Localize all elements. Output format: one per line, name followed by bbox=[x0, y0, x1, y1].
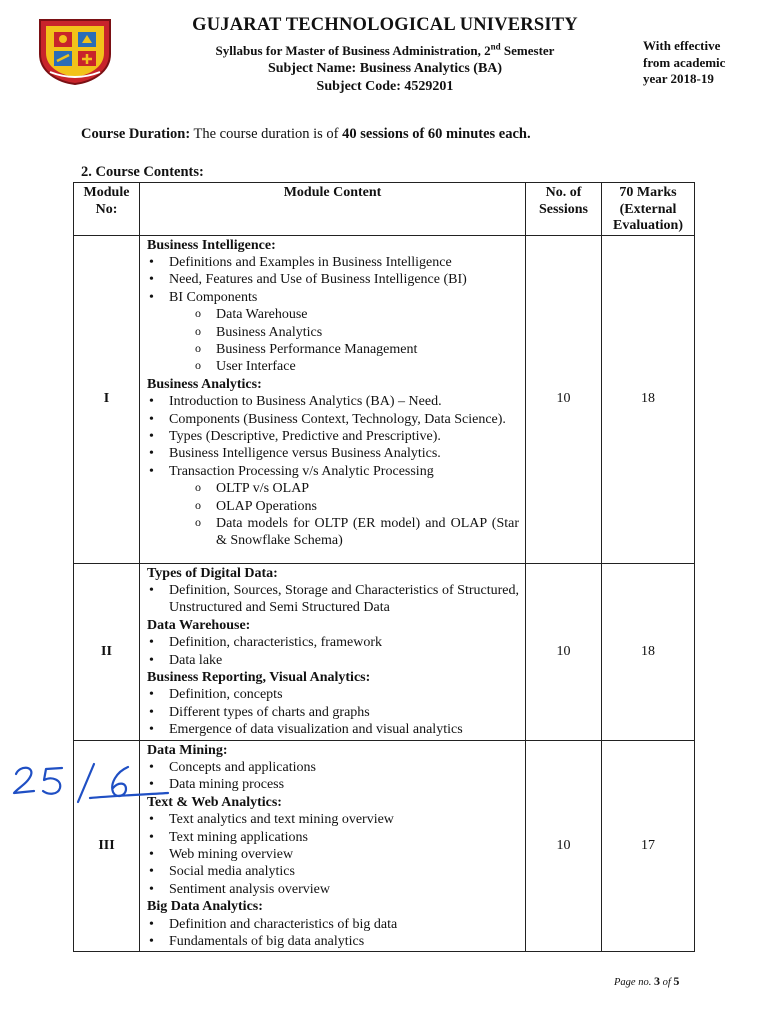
syllabus-line: Syllabus for Master of Business Administration, 2nd Semester bbox=[215, 41, 555, 58]
session-count: 10 bbox=[526, 740, 602, 952]
table-header-row bbox=[74, 183, 695, 236]
list-item: • Data mining process bbox=[147, 776, 519, 793]
page-number: Page no. 3 of 5 bbox=[614, 974, 680, 988]
header-sessions: No. of Sessions bbox=[526, 183, 602, 236]
list-item: • Definition, concepts bbox=[147, 686, 519, 703]
list-item: • Introduction to Business Analytics (BA) – Need. bbox=[147, 393, 519, 410]
list-item: • Types (Descriptive, Predictive and Prescriptive). bbox=[147, 428, 519, 445]
sub-list-item: o User Interface bbox=[147, 358, 519, 375]
list-item: • Web mining overview bbox=[147, 846, 519, 863]
section-heading: Business Analytics: bbox=[147, 376, 262, 392]
sub-list-item: o Data Warehouse bbox=[147, 306, 519, 323]
list-item: • Emergence of data visualization and visual analytics bbox=[147, 721, 519, 738]
section-heading: Business Reporting, Visual Analytics: bbox=[147, 669, 371, 685]
university-name: GUJARAT TECHNOLOGICAL UNIVERSITY bbox=[192, 15, 578, 35]
section-heading: Data Warehouse: bbox=[147, 617, 251, 633]
module-content bbox=[140, 740, 526, 952]
list-item: • Text mining applications bbox=[147, 829, 519, 846]
marks-value: 18 bbox=[602, 563, 695, 740]
section-heading: Data Mining: bbox=[147, 742, 228, 758]
sub-list-item: o Business Analytics bbox=[147, 324, 519, 341]
table-row-module-2 bbox=[74, 563, 695, 740]
module-number: II bbox=[74, 563, 140, 740]
section-heading: Types of Digital Data: bbox=[147, 565, 278, 581]
list-item: • Components (Business Context, Technology, Data Science). bbox=[147, 411, 519, 428]
marks-value: 18 bbox=[602, 235, 695, 563]
list-item: • Data lake bbox=[147, 652, 519, 669]
header-marks: 70 Marks (External Evaluation) bbox=[602, 183, 695, 236]
session-count: 10 bbox=[526, 563, 602, 740]
section-heading: Text & Web Analytics: bbox=[147, 794, 282, 810]
list-item: • Concepts and applications bbox=[147, 759, 519, 776]
effective-note: With effective from academic year 2018-19 bbox=[643, 38, 726, 86]
sub-list-item: o OLTP v/s OLAP bbox=[147, 480, 519, 497]
list-item: • Text analytics and text mining overview bbox=[147, 811, 519, 828]
list-item: • Social media analytics bbox=[147, 863, 519, 880]
module-content bbox=[140, 563, 526, 740]
table-row-module-1 bbox=[74, 235, 695, 563]
list-item: • Transaction Processing v/s Analytic Processing bbox=[147, 463, 519, 480]
list-item: • Definition, Sources, Storage and Characteristics of Structured, Unstructured and Semi Structured Data bbox=[147, 582, 519, 617]
module-number: III bbox=[74, 740, 140, 952]
header-module-no: Module No: bbox=[74, 183, 140, 236]
course-contents-heading: 2. Course Contents: bbox=[81, 164, 204, 180]
section-heading: Big Data Analytics: bbox=[147, 899, 263, 915]
list-item: • Definition and characteristics of big data bbox=[147, 916, 519, 933]
document-header bbox=[150, 14, 620, 96]
list-item: • Business Intelligence versus Business Analytics. bbox=[147, 445, 519, 462]
list-item: • BI Components bbox=[147, 289, 519, 306]
sub-list-item: o Business Performance Management bbox=[147, 341, 519, 358]
university-logo bbox=[36, 14, 114, 86]
list-item: • Different types of charts and graphs bbox=[147, 704, 519, 721]
list-item: • Need, Features and Use of Business Intelligence (BI) bbox=[147, 271, 519, 288]
subject-name: Subject Name: Business Analytics (BA) bbox=[267, 61, 503, 76]
list-item: • Fundamentals of big data analytics bbox=[147, 933, 519, 950]
course-contents-table bbox=[73, 182, 695, 952]
list-item: • Definitions and Examples in Business Intelligence bbox=[147, 254, 519, 271]
list-item: • Definition, characteristics, framework bbox=[147, 634, 519, 651]
subject-code: Subject Code: 4529201 bbox=[316, 79, 454, 94]
sub-list-item: o Data models for OLTP (ER model) and OLAP (Star & Snowflake Schema) bbox=[147, 515, 519, 550]
header-module-content: Module Content bbox=[140, 183, 526, 236]
module-number: I bbox=[74, 235, 140, 563]
session-count: 10 bbox=[526, 235, 602, 563]
module-content bbox=[140, 235, 526, 563]
sub-list-item: o OLAP Operations bbox=[147, 498, 519, 515]
handwritten-annotation bbox=[10, 760, 170, 810]
section-heading: Business Intelligence: bbox=[147, 237, 276, 253]
list-item: • Sentiment analysis overview bbox=[147, 881, 519, 898]
marks-value: 17 bbox=[602, 740, 695, 952]
course-duration: Course Duration: The course duration is of 40 sessions of 60 minutes each. bbox=[81, 126, 531, 142]
